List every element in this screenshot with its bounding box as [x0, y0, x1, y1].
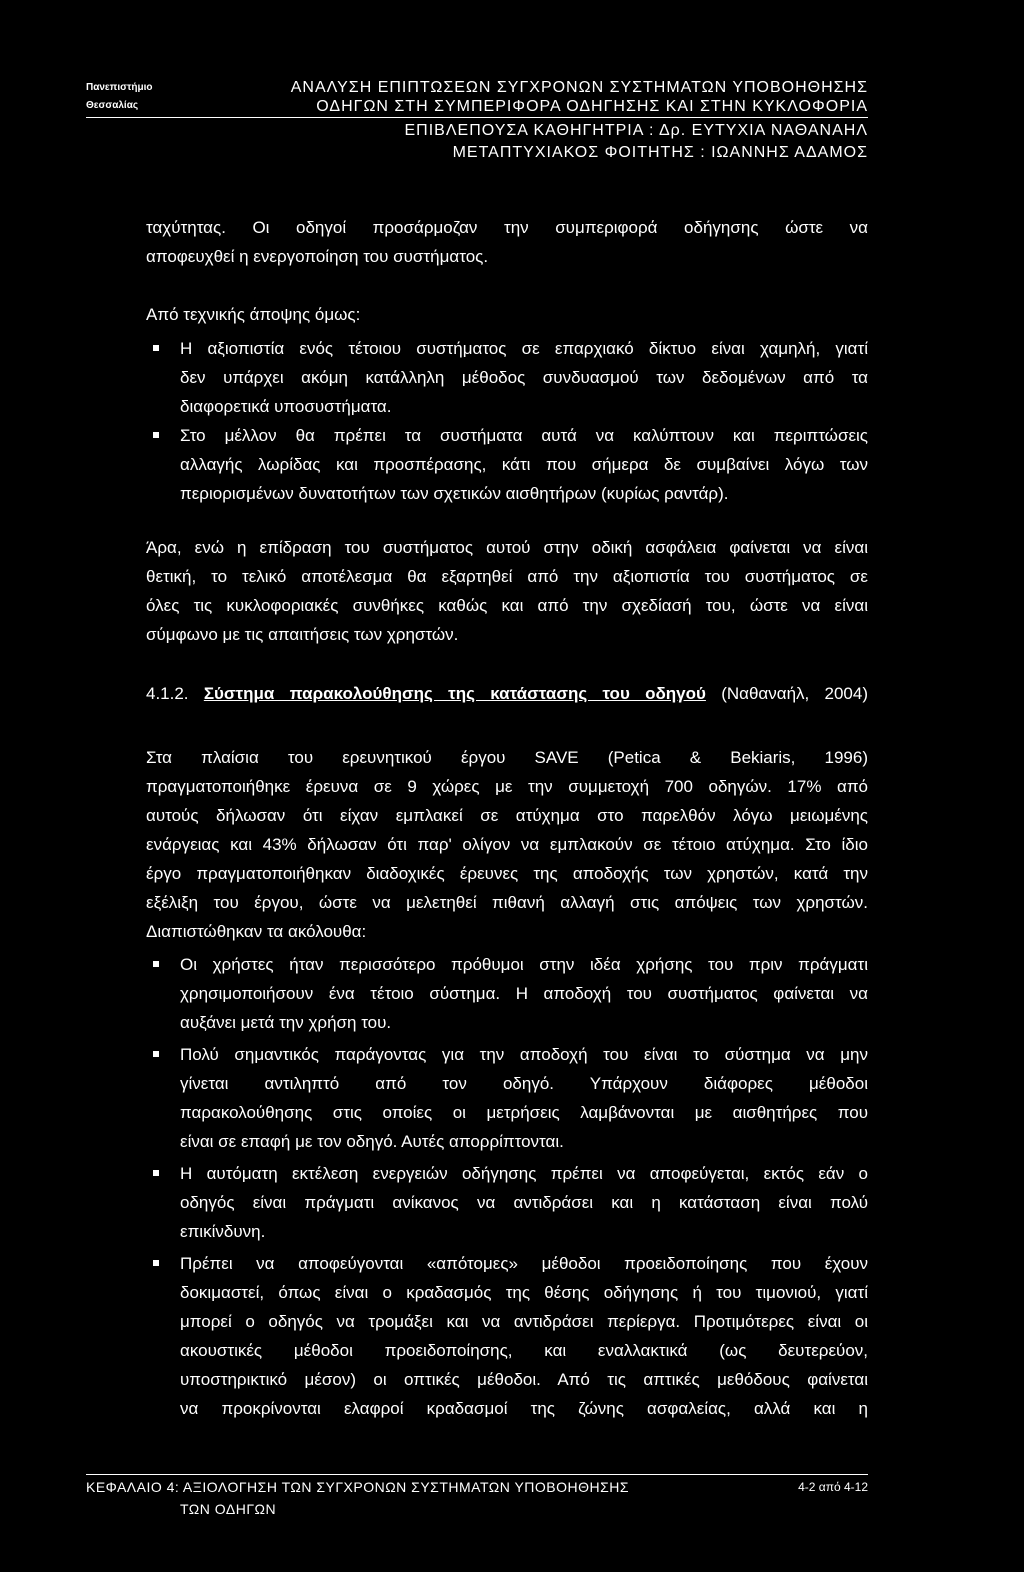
paragraph-line: Διαπιστώθηκαν τα ακόλουθα: — [146, 922, 367, 941]
chapter-title-line-2: ΤΩΝ ΟΔΗΓΩΝ — [180, 1501, 277, 1517]
paragraph-line: Άρα, ενώ η επίδραση του συστήματος αυτού στην οδική ασφάλεια φαίνεται να είναι — [146, 538, 868, 557]
square-bullet-icon — [153, 345, 159, 351]
bullet-line: αλλαγής λωρίδας και προσπέρασης, κάτι που σήμερα δε συμβαίνει λόγω των — [180, 455, 868, 474]
paragraph-line: έργο πραγματοποιήθηκαν διαδοχικές έρευνες της αποδοχής των χρηστών, κατά την — [146, 864, 868, 883]
thesis-title-line-1: ΑΝΑΛΥΣΗ ΕΠΙΠΤΩΣΕΩΝ ΣΥΓΧΡΟΝΩΝ ΣΥΣΤΗΜΑΤΩΝ ΥΠΟΒΟΗΘΗΣΗΣ — [290, 79, 868, 96]
bullet-line: υποστηρικτικό μέσον) οι οπτικές μέθοδοι. Από τις απτικές μεθόδους φαίνεται — [180, 1370, 868, 1389]
bullet-line: να προκρίνονται ελαφροί κραδασμοί της ζώνης ασφαλείας, αλλά και η — [180, 1399, 868, 1418]
bullet-line: Πολύ σημαντικός παράγοντας για την αποδοχή του είναι το σύστημα να μην — [180, 1045, 868, 1064]
supervisor-line: ΕΠΙΒΛΕΠΟΥΣΑ ΚΑΘΗΓΗΤΡΙΑ : Δρ. ΕΥΤΥΧΙΑ ΝΑΘΑΝΑΗΛ — [404, 122, 868, 139]
section-citation: (Ναθαναήλ, 2004) — [721, 684, 869, 703]
bullet-line: επικίνδυνη. — [180, 1222, 266, 1241]
bullet-line: ακουστικές μέθοδοι προειδοποίησης, και εναλλακτικά (ως δευτερεύον, — [180, 1341, 868, 1360]
paragraph-line: θετική, το τελικό αποτέλεσμα θα εξαρτηθεί από την αξιοπιστία του συστήματος σε — [146, 567, 868, 586]
paragraph-line: εξέλιξη του έργου, ώστε να μελετηθεί πιθανή αλλαγή στις απόψεις των χρηστών. — [146, 893, 868, 912]
bullet-line: οδηγός είναι πράγματι ανίκανος να αντιδράσει και η κατάσταση είναι πολύ — [180, 1193, 868, 1212]
bullet-line: Στο μέλλον θα πρέπει τα συστήματα αυτά να καλύπτουν και περιπτώσεις — [180, 426, 868, 445]
technical-intro: Από τεχνικής άποψης όμως: — [146, 305, 361, 324]
page-number: 4-2 από 4-12 — [798, 1480, 868, 1494]
paragraph-line: αυτούς δήλωσαν ότι είχαν εμπλακεί σε ατύχημα στο παρελθόν λόγω μειωμένης — [146, 806, 868, 825]
paragraph-line: σύμφωνο με τις απαιτήσεις των χρηστών. — [146, 625, 459, 644]
footer-divider — [86, 1474, 868, 1475]
bullet-line: αυξάνει μετά την χρήση του. — [180, 1013, 392, 1032]
bullet-line: είναι σε επαφή με τον οδηγό. Αυτές απορρίπτονται. — [180, 1132, 564, 1151]
student-line: ΜΕΤΑΠΤΥΧΙΑΚΟΣ ΦΟΙΤΗΤΗΣ : ΙΩΑΝΝΗΣ ΑΔΑΜΟΣ — [452, 144, 868, 161]
bullet-line: Η αυτόματη εκτέλεση ενεργειών οδήγησης πρέπει να αποφεύγεται, εκτός εάν ο — [180, 1164, 868, 1183]
paragraph-line: Στα πλαίσια του ερευνητικού έργου SAVE (Petica & Bekiaris, 1996) — [146, 748, 868, 767]
bullet-line: χρησιμοποιήσουν ένα τέτοιο σύστημα. Η αποδοχή του συστήματος φαίνεται να — [180, 984, 868, 1003]
section-number: 4.1.2. — [146, 684, 189, 703]
square-bullet-icon — [153, 1051, 159, 1057]
chapter-title-line-1: ΚΕΦΑΛΑΙΟ 4: ΑΞΙΟΛΟΓΗΣΗ ΤΩΝ ΣΥΓΧΡΟΝΩΝ ΣΥΣΤΗΜΑΤΩΝ ΥΠΟΒΟΗΘΗΣΗΣ — [86, 1479, 630, 1495]
paragraph-line: πραγματοποιήθηκε έρευνα σε 9 χώρες με την συμμετοχή 700 οδηγών. 17% από — [146, 777, 868, 796]
bullet-line: μπορεί ο οδηγός να τρομάξει και να αντιδράσει περίεργα. Προτιμότερες είναι οι — [180, 1312, 868, 1331]
paragraph-line: ενάργειας και 43% δήλωσαν ότι παρ' ολίγον να εμπλακούν σε τέτοιο ατύχημα. Στο ίδιο — [146, 835, 868, 854]
square-bullet-icon — [153, 961, 159, 967]
thesis-title-line-2: ΟΔΗΓΩΝ ΣΤΗ ΣΥΜΠΕΡΙΦΟΡΑ ΟΔΗΓΗΣΗΣ ΚΑΙ ΣΤΗΝ ΚΥΚΛΟΦΟΡΙΑ — [316, 98, 868, 115]
bullet-line: περιορισμένων δυνατοτήτων των σχετικών αισθητήρων (κυρίως ραντάρ). — [180, 484, 729, 503]
paragraph-line: ταχύτητας. Οι οδηγοί προσάρμοζαν την συμπεριφορά οδήγησης ώστε να — [146, 218, 868, 237]
square-bullet-icon — [153, 1170, 159, 1176]
header-divider — [86, 117, 868, 118]
paragraph-line: αποφευχθεί η ενεργοποίηση του συστήματος. — [146, 247, 489, 266]
bullet-line: Η αξιοπιστία ενός τέτοιου συστήματος σε επαρχιακό δίκτυο είναι χαμηλή, γιατί — [180, 339, 868, 358]
institution-name-line-2: Θεσσαλίας — [86, 100, 139, 111]
bullet-line: δεν υπάρχει ακόμη κατάλληλη μέθοδος συνδυασμού των δεδομένων από τα — [180, 368, 868, 387]
section-heading — [146, 679, 868, 708]
bullet-line: διαφορετικά υποσυστήματα. — [180, 397, 392, 416]
square-bullet-icon — [153, 1260, 159, 1266]
bullet-line: παρακολούθησης στις οποίες οι μετρήσεις λαμβάνονται με αισθητήρες που — [180, 1103, 868, 1122]
bullet-line: γίνεται αντιληπτό από τον οδηγό. Υπάρχουν διάφορες μέθοδοι — [180, 1074, 868, 1093]
paragraph-line: όλες τις κυκλοφοριακές συνθήκες καθώς και από την σχεδίασή του, ώστε να είναι — [146, 596, 868, 615]
bullet-line: Πρέπει να αποφεύγονται «απότομες» μέθοδοι προειδοποίησης που έχουν — [180, 1254, 868, 1273]
square-bullet-icon — [153, 432, 159, 438]
institution-name-line-1: Πανεπιστήμιο — [86, 82, 153, 93]
section-title: Σύστημα παρακολούθησης της κατάστασης του οδηγού — [203, 684, 706, 703]
bullet-line: δοκιμαστεί, όπως είναι ο κραδασμός της θέσης οδήγησης ή του τιμονιού, γιατί — [180, 1283, 868, 1302]
bullet-line: Οι χρήστες ήταν περισσότερο πρόθυμοι στην ιδέα χρήσης του πριν πράγματι — [180, 955, 868, 974]
